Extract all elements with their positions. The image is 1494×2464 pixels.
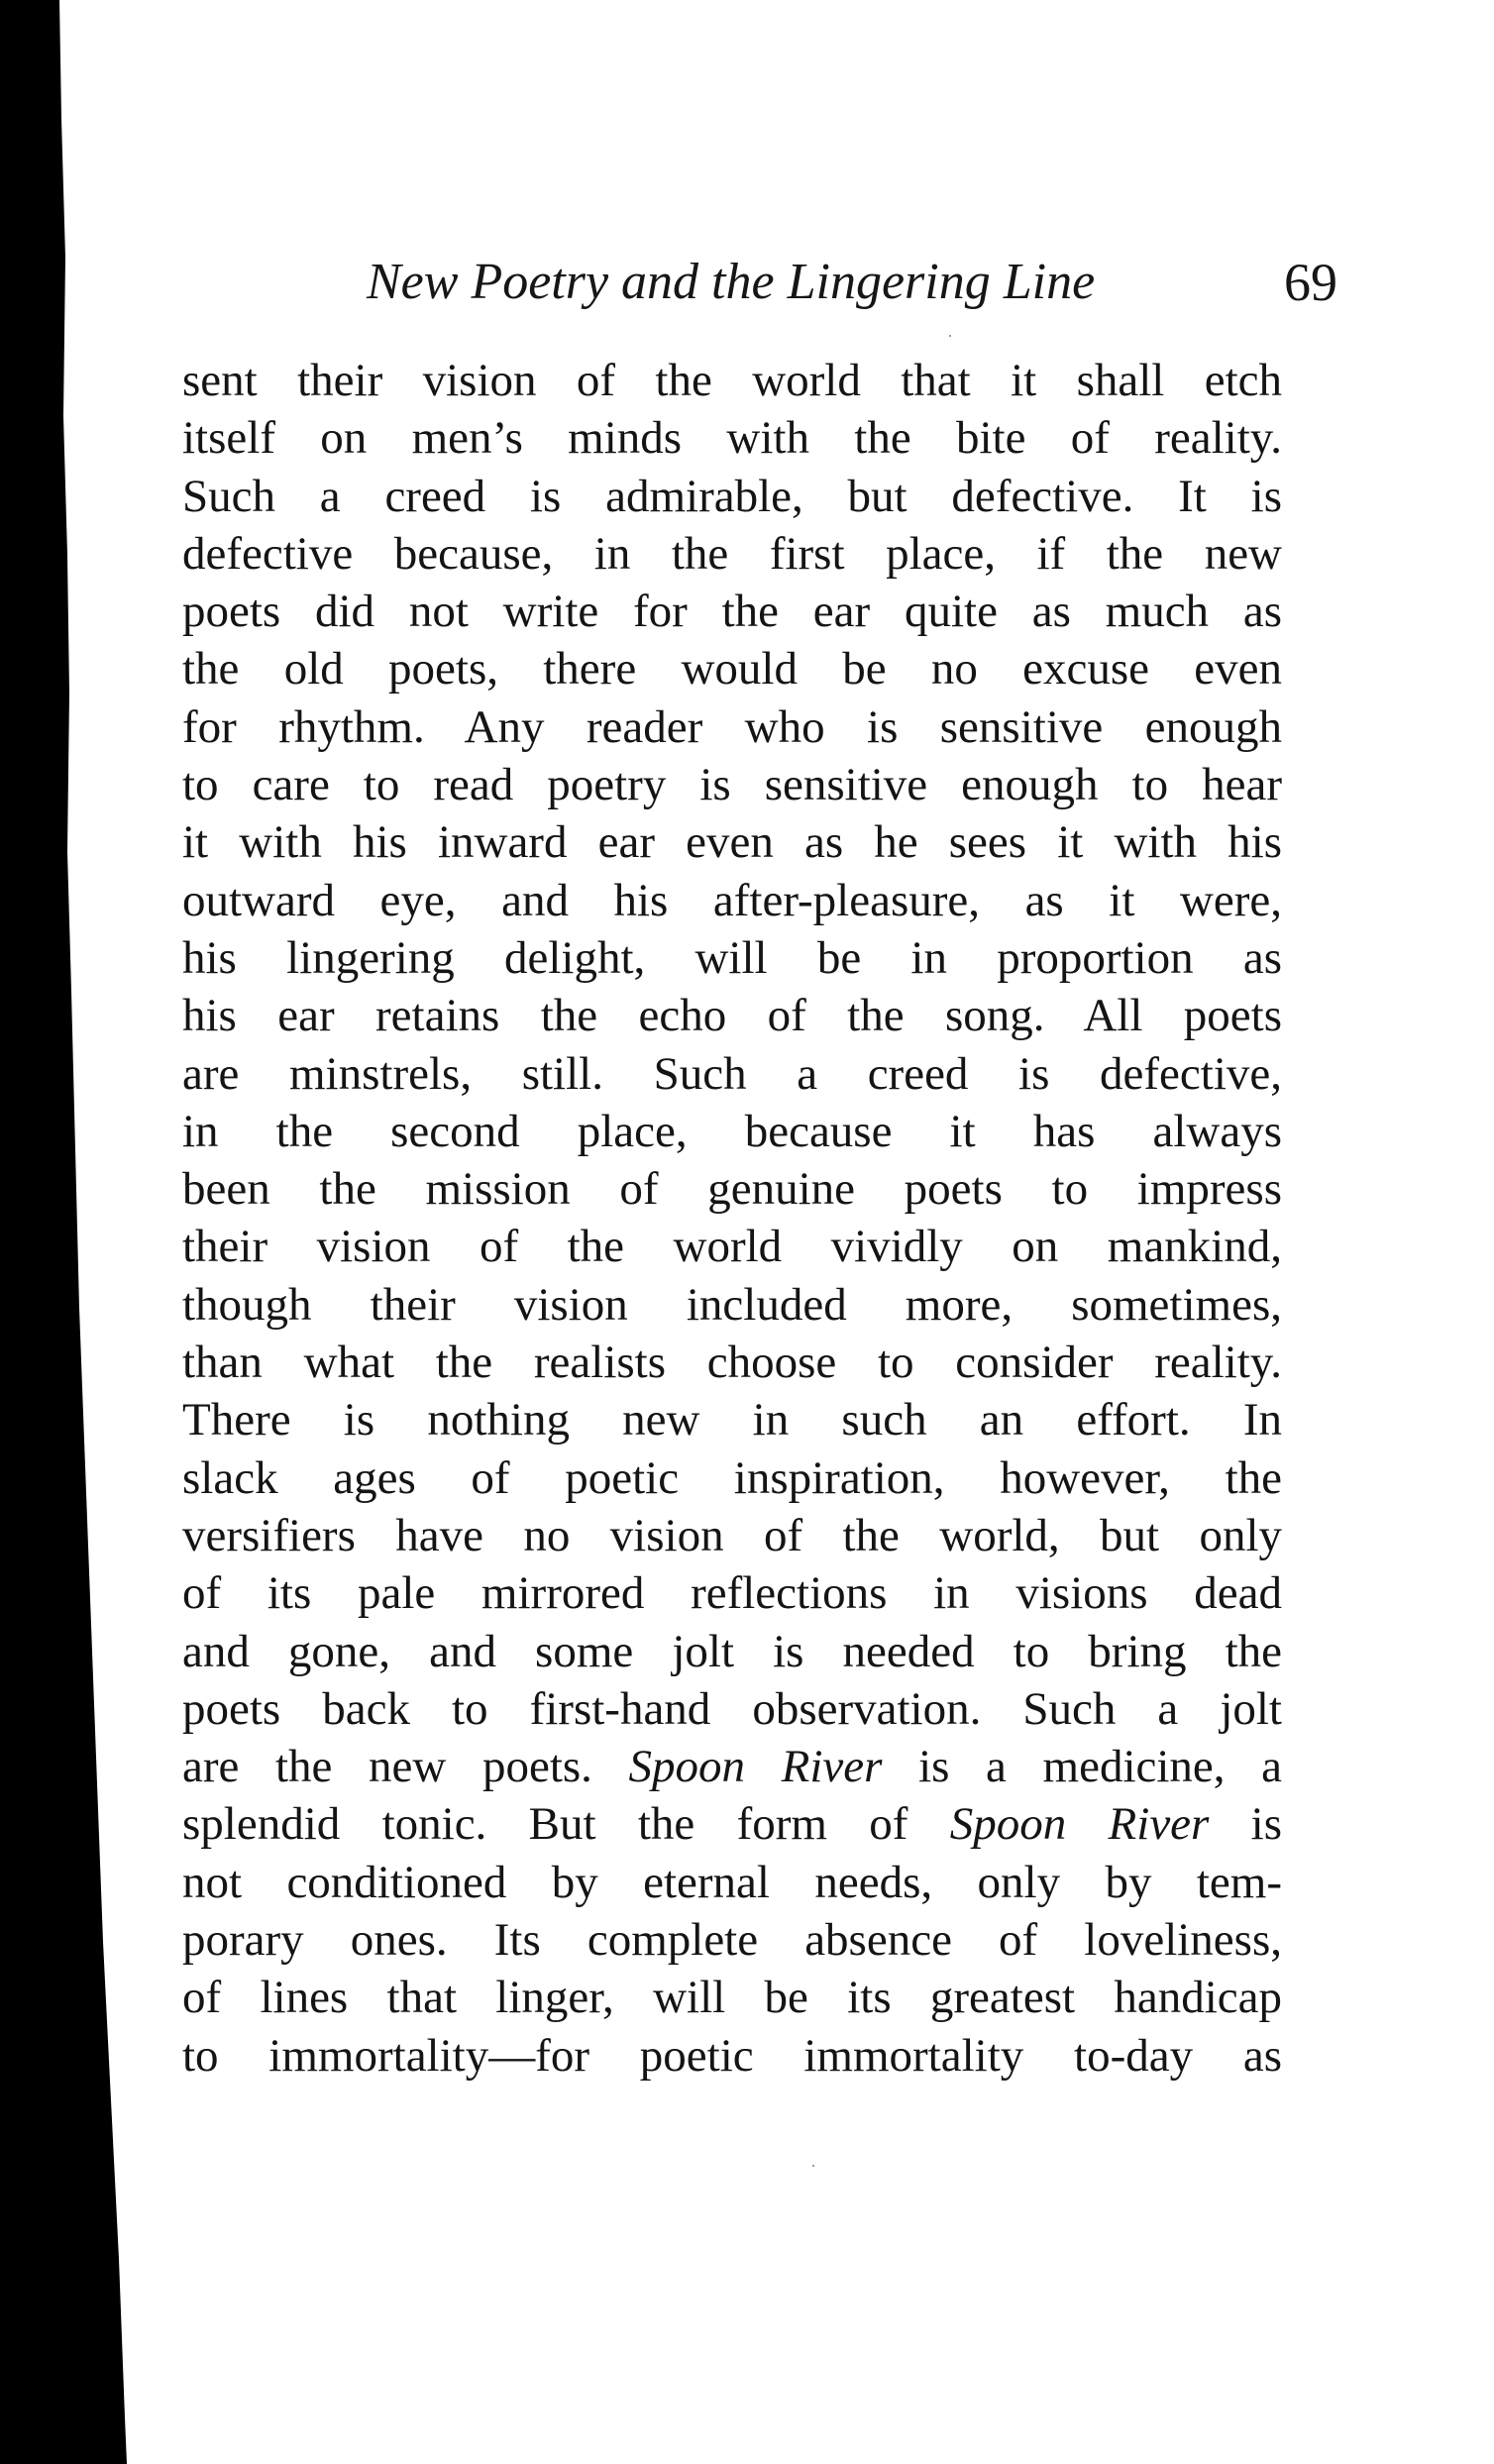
- text-line: and gone, and some jolt is needed to bring the: [182, 1625, 1282, 1677]
- text-line: the old poets, there would be no excuse even: [182, 643, 1282, 696]
- scan-gutter-shadow: [0, 0, 129, 2464]
- text-line: than what the realists choose to consider reality.: [182, 1337, 1282, 1389]
- text-line: defective because, in the first place, if the new: [182, 527, 1282, 580]
- text-line: for rhythm. Any reader who is sensitive enough: [182, 700, 1282, 753]
- text-line: their vision of the world vividly on mankind,: [182, 1221, 1282, 1273]
- text-line: outward eye, and his after-pleasure, as it were,: [182, 874, 1282, 926]
- scan-speck: [812, 2165, 814, 2167]
- text-line: not conditioned by eternal needs, only by tem-: [182, 1856, 1282, 1908]
- text-line: [182, 1795, 1282, 1853]
- page-number: 69: [1284, 253, 1337, 312]
- text-line: of lines that linger, will be its greatest handicap: [182, 1972, 1282, 2024]
- text-run: is: [1209, 1798, 1283, 1851]
- book-title-italic: Spoon River: [628, 1741, 883, 1793]
- text-line: his lingering delight, will be in proportion as: [182, 931, 1282, 984]
- text-line: porary ones. Its complete absence of loveliness,: [182, 1914, 1282, 1967]
- running-head: [367, 243, 1367, 332]
- text-line: There is nothing new in such an effort. In: [182, 1394, 1282, 1446]
- text-line: it with his inward ear even as he sees it with his: [182, 816, 1282, 869]
- text-line: poets did not write for the ear quite as much as: [182, 586, 1282, 638]
- text-line: though their vision included more, sometimes,: [182, 1278, 1282, 1331]
- text-line: sent their vision of the world that it shall etch: [182, 355, 1282, 406]
- text-run: is a medicine, a: [882, 1741, 1283, 1793]
- scan-speck: [949, 335, 951, 337]
- text-line: to care to read poetry is sensitive enough to hear: [182, 759, 1282, 811]
- gutter-shadow-shape: [0, 0, 129, 2464]
- text-line: been the mission of genuine poets to impress: [182, 1163, 1282, 1216]
- text-line: poets back to first-hand observation. Such a jolt: [182, 1682, 1282, 1735]
- text-line: [182, 1738, 1282, 1795]
- text-line: slack ages of poetic inspiration, however, the: [182, 1451, 1282, 1504]
- text-line: to immortality—for poetic immortality to-day as: [182, 2029, 1282, 2082]
- text-line: itself on men’s minds with the bite of reality.: [182, 412, 1282, 465]
- text-line: versifiers have no vision of the world, but only: [182, 1509, 1282, 1561]
- body-paragraph: [182, 352, 1282, 2085]
- book-title-italic: Spoon River: [949, 1798, 1210, 1851]
- text-run: are the new poets.: [182, 1741, 629, 1793]
- text-line: are minstrels, still. Such a creed is defective,: [182, 1047, 1282, 1100]
- text-line: of its pale mirrored reflections in visions dead: [182, 1567, 1282, 1620]
- text-run: splendid tonic. But the form of: [182, 1798, 950, 1851]
- running-head-title: New Poetry and the Lingering Line: [367, 254, 1096, 310]
- text-line: in the second place, because it has always: [182, 1105, 1282, 1157]
- text-line: Such a creed is admirable, but defective. It is: [182, 470, 1282, 522]
- text-line: his ear retains the echo of the song. All poets: [182, 990, 1282, 1042]
